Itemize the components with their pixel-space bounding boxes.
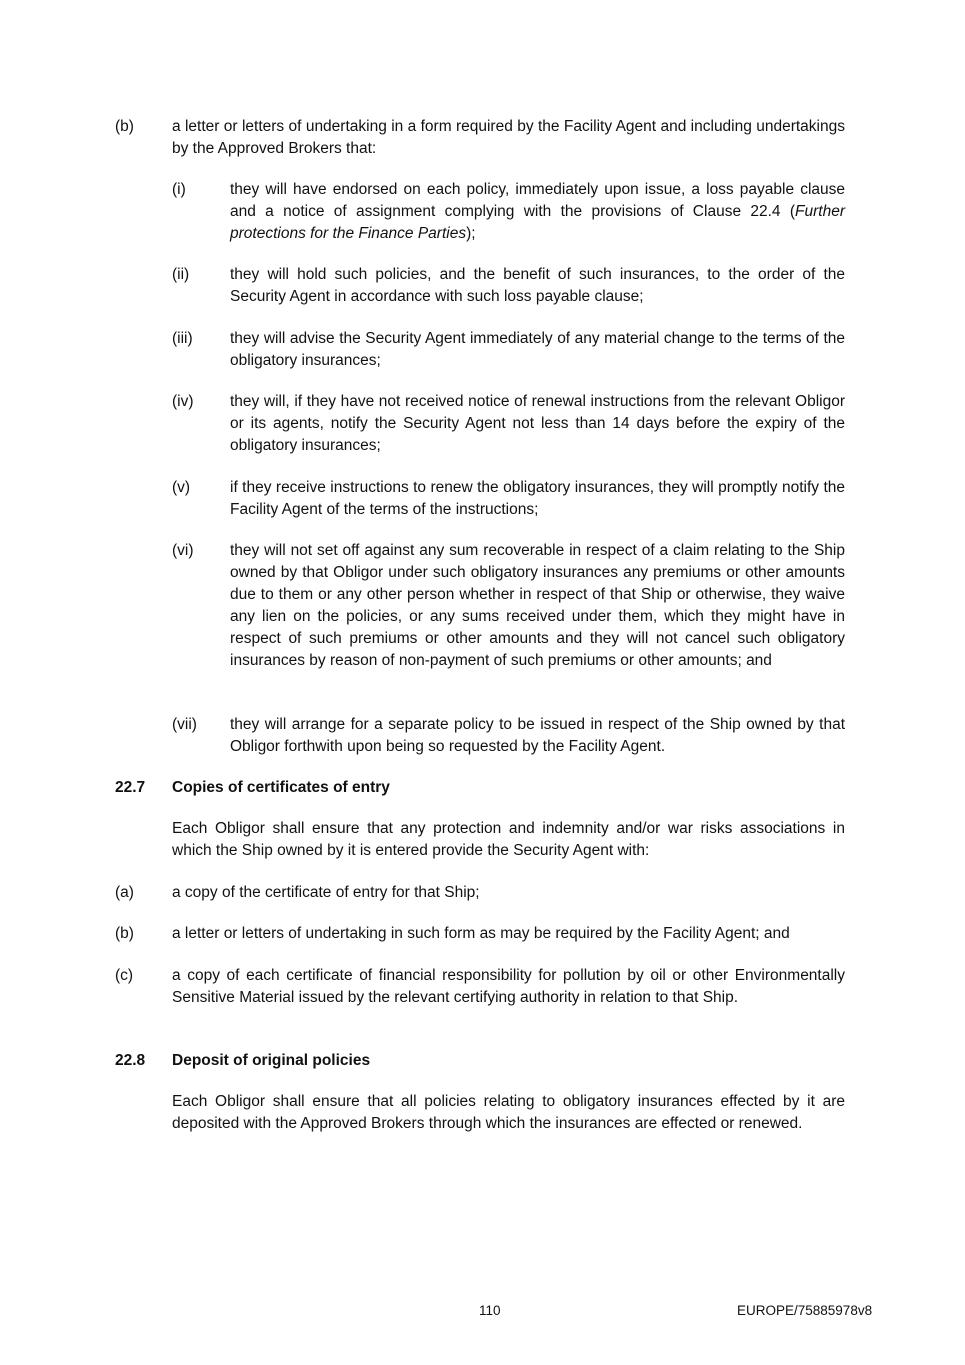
item-text-v: if they receive instructions to renew the obligatory insurances, they will promptly notify the Facility Agent of the terms of the instructions; xyxy=(230,479,845,518)
section-number-22-7: 22.7 xyxy=(115,779,146,796)
item-label-iii: (iii) xyxy=(172,330,193,347)
item-text-c: a copy of each certificate of financial responsibility for pollution by oil or other Environmentally Sensitive Material issued by the relevant certifying authority in relation to that Ship. xyxy=(172,967,845,1006)
item-text-iv: they will, if they have not received notice of renewal instructions from the relevant Obligor or its agents, notify the Security Agent not less than 14 days before the expiry of the obligatory insurances; xyxy=(230,393,845,454)
item-label-i: (i) xyxy=(172,181,186,198)
item-text-b: a letter or letters of undertaking in a form required by the Facility Agent and including undertakings by the Approved Brokers that: xyxy=(172,118,845,157)
item-label-iv: (iv) xyxy=(172,393,194,410)
item-text-iii: they will advise the Security Agent immediately of any material change to the terms of the obligatory insurances; xyxy=(230,330,845,369)
item-text-vii: they will arrange for a separate policy to be issued in respect of the Ship owned by that Obligor forthwith upon being so requested by the Facility Agent. xyxy=(230,716,845,755)
item-label-vi: (vi) xyxy=(172,542,194,559)
item-text-i-post: ); xyxy=(466,225,476,242)
item-text-vi: they will not set off against any sum recoverable in respect of a claim relating to the Ship owned by that Obligor under such obligatory insurances any premiums or other amounts due to them or any other person whether in respect of that Ship or otherwise, they waive any lien on the policies, or any sums received under them, which they might have in respect of such premiums or other amounts and they will not cancel such obligatory insurances by reason of non-payment of such premiums or other amounts; and xyxy=(230,542,845,669)
item-label-vii: (vii) xyxy=(172,716,197,733)
section-title-22-7: Copies of certificates of entry xyxy=(172,779,390,796)
document-reference: EUROPE/75885978v8 xyxy=(737,1303,873,1318)
section-title-22-8: Deposit of original policies xyxy=(172,1052,371,1069)
item-text-a: a copy of the certificate of entry for that Ship; xyxy=(172,884,480,901)
item-label-b: (b) xyxy=(115,118,134,135)
page-number: 110 xyxy=(479,1303,501,1318)
section-intro-22-8: Each Obligor shall ensure that all policies relating to obligatory insurances effected by it are deposited with the Approved Brokers through which the insurances are effected or renewed. xyxy=(172,1093,845,1132)
item-label-a: (a) xyxy=(115,884,134,901)
item-text-i-pre: they will have endorsed on each policy, immediately upon issue, a loss payable clause and a notice of assignment complying with the provisions of Clause 22.4 ( xyxy=(230,181,845,220)
section-intro-22-7: Each Obligor shall ensure that any protection and indemnity and/or war risks associations in which the Ship owned by it is entered provide the Security Agent with: xyxy=(172,820,845,859)
clause-reference: Further protections for the Finance Parties xyxy=(230,203,845,242)
item-label-c: (c) xyxy=(115,967,134,984)
item-text-b2: a letter or letters of undertaking in such form as may be required by the Facility Agent; and xyxy=(172,925,790,942)
item-text-ii: they will hold such policies, and the benefit of such insurances, to the order of the Security Agent in accordance with such loss payable clause; xyxy=(230,266,845,305)
item-label-b2: (b) xyxy=(115,925,134,942)
section-number-22-8: 22.8 xyxy=(115,1052,146,1069)
item-text-i xyxy=(230,179,845,245)
item-label-v: (v) xyxy=(172,479,191,496)
item-label-ii: (ii) xyxy=(172,266,190,283)
